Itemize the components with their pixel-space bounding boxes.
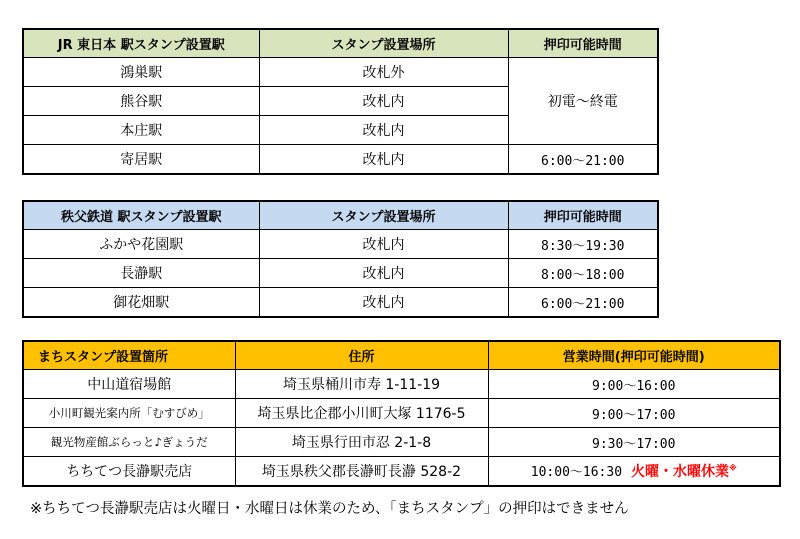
machi-stamp-table <box>22 340 781 487</box>
stamp-place: 改札内 <box>259 116 508 145</box>
address: 埼玉県桶川市寿 1-11-19 <box>235 370 488 399</box>
table-row <box>23 145 658 175</box>
table-row <box>23 259 658 288</box>
stamp-time: 6:00～21:00 <box>508 288 658 318</box>
merged-time: 初電～終電 <box>508 58 658 145</box>
header-hours: 営業時間(押印可能時間) <box>488 341 780 370</box>
note-mark: ※ <box>728 463 737 473</box>
header-place: まちスタンプ設置箇所 <box>23 341 235 370</box>
table-row <box>23 230 658 259</box>
stamp-location: 小川町観光案内所「むすびめ」 <box>23 399 235 428</box>
stamp-location: 観光物産館ぶらっと♪ぎょうだ <box>23 428 235 457</box>
stamp-location: ちちてつ長瀞駅売店 <box>23 457 235 487</box>
business-hours: 9:00～16:00 <box>488 370 780 399</box>
stamp-time: 8:30～19:30 <box>508 230 658 259</box>
table-row <box>23 399 780 428</box>
business-hours: 9:30～17:00 <box>488 428 780 457</box>
table-row <box>23 457 780 487</box>
stamp-location: 中山道宿場館 <box>23 370 235 399</box>
business-hours: 9:00～17:00 <box>488 399 780 428</box>
stamp-time: 6:00～21:00 <box>508 145 658 175</box>
header-time: 押印可能時間 <box>508 201 658 230</box>
table-header-row <box>23 341 780 370</box>
address: 埼玉県行田市忍 2-1-8 <box>235 428 488 457</box>
stamp-place: 改札内 <box>259 288 508 318</box>
table-header-row <box>23 201 658 230</box>
station-name: 鴻巣駅 <box>23 58 259 87</box>
header-station: 秩父鉄道 駅スタンプ設置駅 <box>23 201 259 230</box>
station-name: 御花畑駅 <box>23 288 259 318</box>
station-name: 寄居駅 <box>23 145 259 175</box>
station-name: 長瀞駅 <box>23 259 259 288</box>
stamp-place: 改札外 <box>259 58 508 87</box>
address: 埼玉県比企郡小川町大塚 1176-5 <box>235 399 488 428</box>
table-row <box>23 288 658 318</box>
stamp-place: 改札内 <box>259 145 508 175</box>
table-header-row <box>23 29 658 58</box>
stamp-place: 改札内 <box>259 259 508 288</box>
header-address: 住所 <box>235 341 488 370</box>
closed-days: 火曜・水曜休業 <box>630 464 729 480</box>
footnote: ※ちちてつ長瀞駅売店は火曜日・水曜日は休業のため、「まちスタンプ」の押印はできません <box>30 501 629 517</box>
header-place: スタンプ設置場所 <box>259 201 508 230</box>
chichibu-stamp-table <box>22 200 659 318</box>
station-name: 熊谷駅 <box>23 87 259 116</box>
table-row <box>23 58 658 87</box>
stamp-place: 改札内 <box>259 87 508 116</box>
table-row <box>23 428 780 457</box>
header-station: JR 東日本 駅スタンプ設置駅 <box>23 29 259 58</box>
address: 埼玉県秩父郡長瀞町長瀞 528-2 <box>235 457 488 487</box>
station-name: 本庄駅 <box>23 116 259 145</box>
stamp-time: 8:00～18:00 <box>508 259 658 288</box>
stamp-place: 改札内 <box>259 230 508 259</box>
header-place: スタンプ設置場所 <box>259 29 508 58</box>
business-hours: 10:00～16:30 <box>530 465 623 480</box>
jr-stamp-table <box>22 28 659 175</box>
business-hours-cell <box>488 457 780 487</box>
table-row <box>23 370 780 399</box>
header-time: 押印可能時間 <box>508 29 658 58</box>
station-name: ふかや花園駅 <box>23 230 259 259</box>
